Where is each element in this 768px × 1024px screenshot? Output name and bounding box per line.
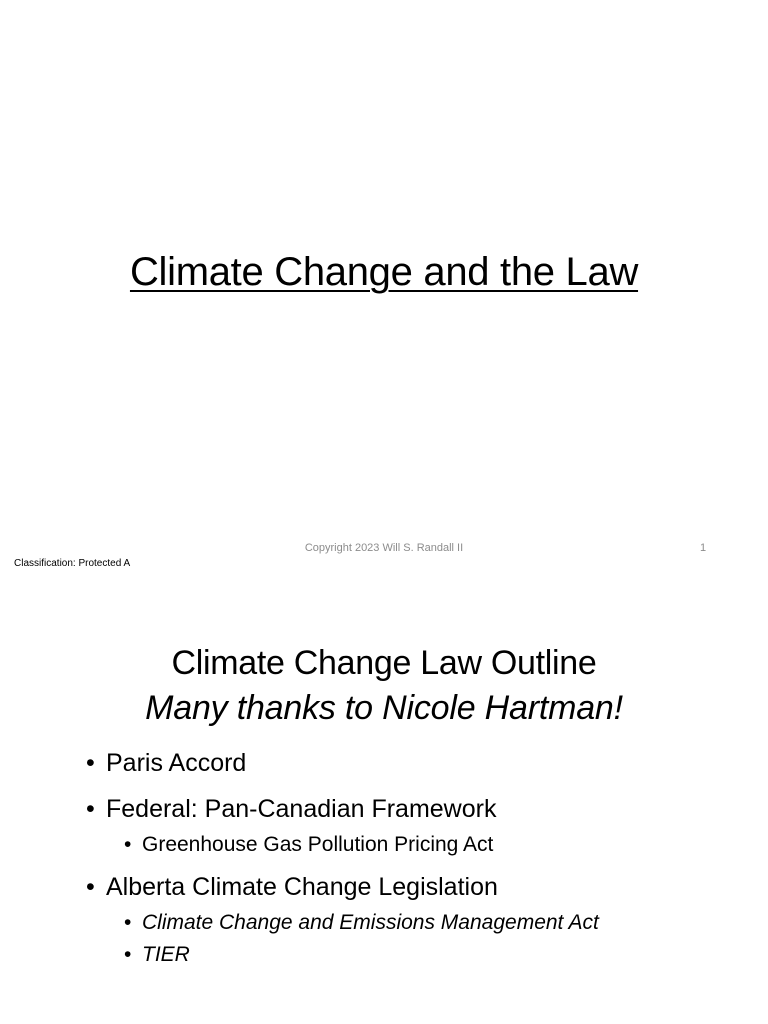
sub-bullet-text: TIER — [142, 943, 190, 966]
sub-bullet-text: Greenhouse Gas Pollution Pricing Act — [142, 833, 494, 856]
outline-title: Climate Change Law Outline — [171, 644, 597, 682]
bullet-glyph: • — [124, 943, 132, 966]
bullet-item — [86, 792, 726, 826]
slide-title-heading: Climate Change and the Law — [129, 250, 639, 294]
bullet-text: Federal: Pan-Canadian Framework — [106, 795, 497, 823]
slide-page-number: 1 — [700, 542, 707, 554]
slide-outline — [0, 576, 768, 1024]
bullet-text: Alberta Climate Change Legislation — [106, 873, 498, 901]
bullet-text: Paris Accord — [106, 749, 247, 777]
bullet-glyph: • — [86, 749, 95, 777]
outline-subtitle: Many thanks to Nicole Hartman! — [145, 689, 623, 727]
bullet-glyph: • — [124, 833, 132, 856]
bullet-glyph: • — [86, 873, 95, 901]
bullet-item — [86, 746, 726, 780]
classification-label: Classification: Protected A — [14, 558, 131, 569]
bullet-glyph: • — [86, 795, 95, 823]
outline-bullet-list — [86, 746, 726, 980]
sub-bullet-text: Climate Change and Emissions Management Act — [142, 911, 599, 934]
sub-bullet-item — [124, 830, 726, 860]
bullet-glyph: • — [124, 911, 132, 934]
copyright-footer: Copyright 2023 Will S. Randall II — [304, 542, 464, 554]
bullet-item — [86, 870, 726, 904]
sub-bullet-item — [124, 908, 726, 938]
sub-bullet-item — [124, 940, 726, 970]
